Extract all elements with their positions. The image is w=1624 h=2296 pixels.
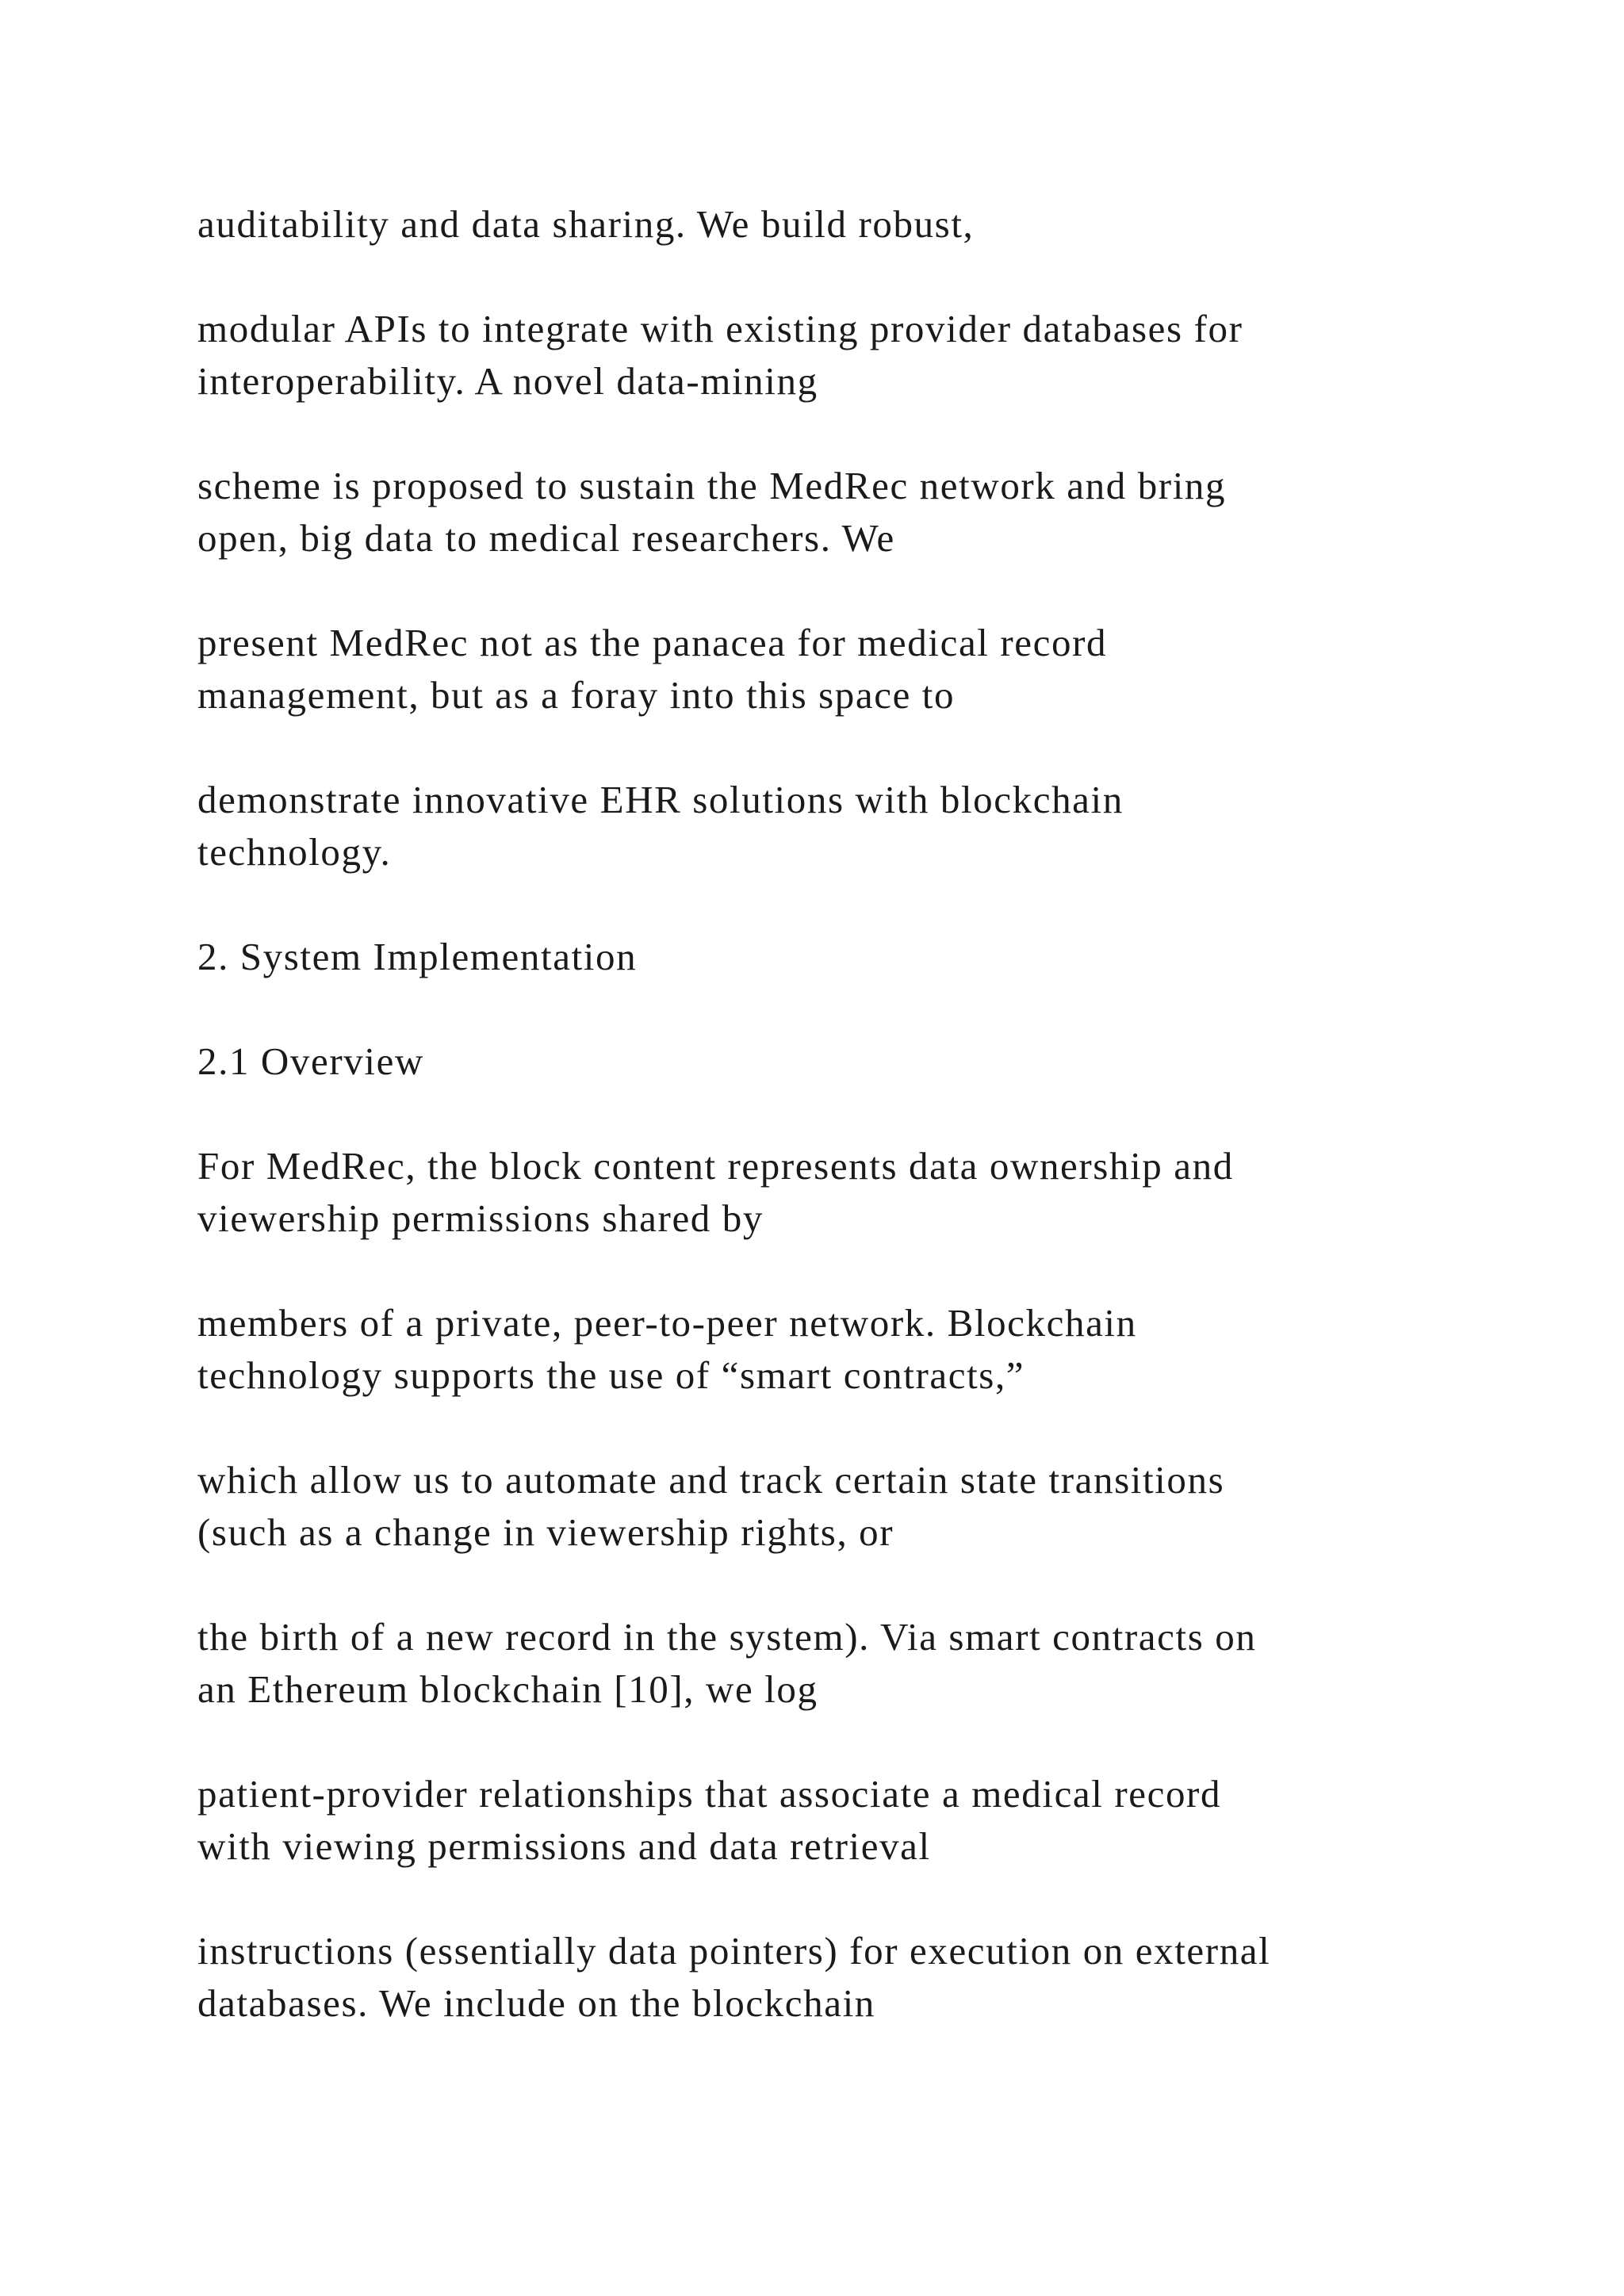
paragraph-peer-network: [197, 1297, 1137, 1402]
text-line: demonstrate innovative EHR solutions with blockchain: [197, 778, 1124, 821]
text-line: the birth of a new record in the system). Via smart contracts on: [197, 1615, 1257, 1659]
section-heading: [197, 931, 637, 983]
paragraph-ethereum: [197, 1611, 1256, 1716]
text-line: management, but as a foray into this space to: [197, 673, 956, 717]
text-line: viewership permissions shared by: [197, 1196, 764, 1240]
text-line: present MedRec not as the panacea for medical record: [197, 621, 1108, 664]
text-line: instructions (essentially data pointers) for execution on external: [197, 1929, 1271, 1973]
paragraph-patient-provider: [197, 1768, 1221, 1873]
text-line: auditability and data sharing. We build robust,: [197, 202, 975, 246]
text-line: databases. We include on the blockchain: [197, 1981, 875, 2025]
paragraph-instructions: [197, 1925, 1270, 2030]
text-line: modular APIs to integrate with existing provider databases for: [197, 307, 1243, 350]
text-line: interoperability. A novel data-mining: [197, 359, 818, 403]
subsection-heading: [197, 1035, 424, 1088]
text-line: members of a private, peer-to-peer network. Blockchain: [197, 1301, 1137, 1345]
heading-text: 2.1 Overview: [197, 1039, 424, 1083]
paragraph-data-mining-scheme: [197, 460, 1226, 564]
text-line: an Ethereum blockchain [10], we log: [197, 1667, 818, 1711]
paragraph-modular-apis: [197, 303, 1243, 408]
paragraph-block-content: [197, 1140, 1234, 1245]
text-line: which allow us to automate and track certain state transitions: [197, 1458, 1225, 1502]
paragraph-present-medrec: [197, 617, 1107, 721]
text-line: with viewing permissions and data retrieval: [197, 1824, 931, 1868]
text-line: technology.: [197, 830, 392, 874]
text-line: scheme is proposed to sustain the MedRec network and bring: [197, 464, 1227, 507]
paragraph-auditability: [197, 198, 974, 251]
text-line: open, big data to medical researchers. We: [197, 516, 895, 560]
text-line: For MedRec, the block content represents data ownership and: [197, 1144, 1234, 1188]
text-line: patient-provider relationships that associate a medical record: [197, 1772, 1222, 1816]
text-line: (such as a change in viewership rights, or: [197, 1510, 894, 1554]
text-line: technology supports the use of “smart contracts,”: [197, 1353, 1025, 1397]
paragraph-ehr-solutions: [197, 774, 1124, 878]
heading-text: 2. System Implementation: [197, 935, 638, 978]
paragraph-state-transitions: [197, 1454, 1224, 1559]
